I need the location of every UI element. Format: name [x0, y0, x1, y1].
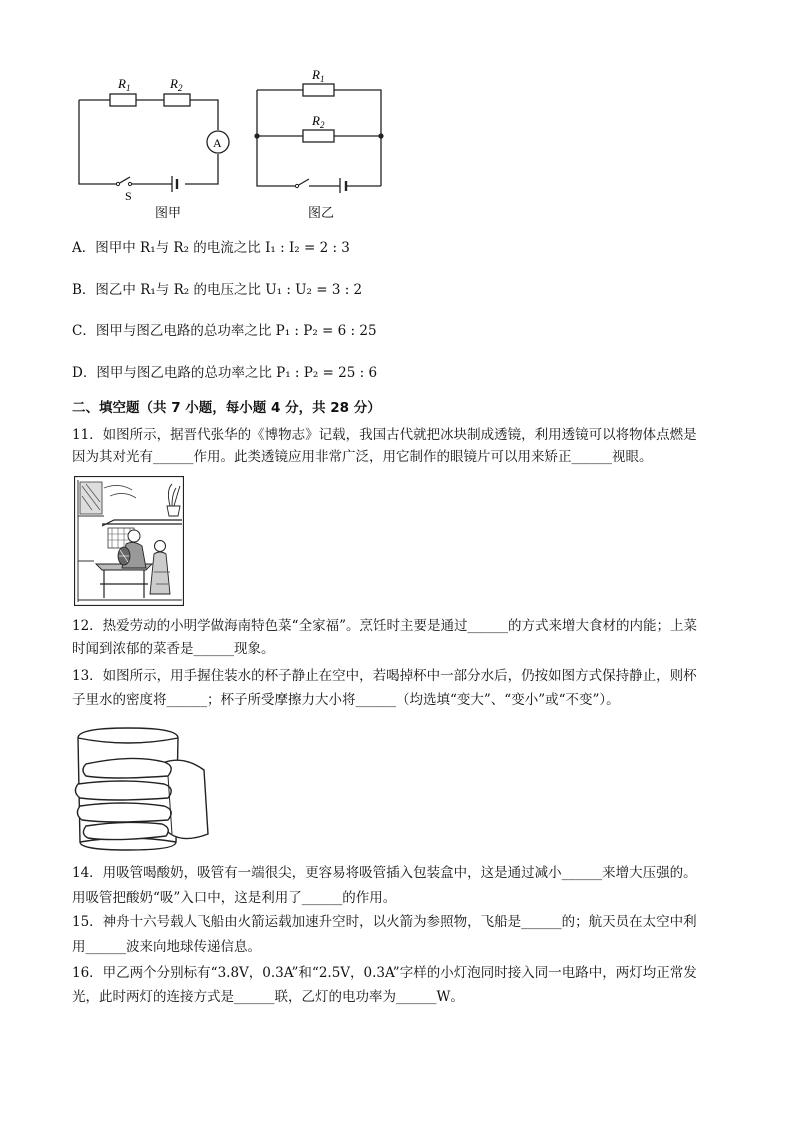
question-16-line-1: 16．甲乙两个分别标有“3.8V，0.3A”和“2.5V，0.3A”字样的小灯泡同时接入同一电路中，两灯均正常发	[72, 965, 697, 981]
circuit-diagram-yi	[250, 68, 390, 193]
option-c: C．图甲与图乙电路的总功率之比 P₁ : P₂ = 6 : 25	[72, 323, 377, 339]
option-a: A．图甲中 R₁与 R₂ 的电流之比 I₁ : I₂ = 2 : 3	[72, 240, 350, 256]
question-15-line-1: 15．神舟十六号载人飞船由火箭运载加速升空时，以火箭为参照物，飞船是______的；航天员在太空中利	[72, 914, 697, 930]
section-heading: 二、填空题（共 7 小题，每小题 4 分，共 28 分）	[72, 400, 381, 416]
question-16-line-2: 光，此时两灯的连接方式是______联，乙灯的电功率为______W。	[72, 989, 464, 1005]
ammeter-label: A	[213, 136, 222, 150]
question-11-line-2: 因为其对光有______作用。此类透镜应用非常广泛，用它制作的眼镜片可以用来矫正______视眼。	[72, 449, 653, 465]
circuit-diagram-jia	[70, 72, 240, 222]
question-11-line-1: 11．如图所示，据晋代张华的《博物志》记载，我国古代就把冰块制成透镜，利用透镜可以将物体点燃是	[72, 427, 697, 443]
question-13-line-2: 子里水的密度将______；杯子所受摩擦力大小将______（均选填“变大”、“变小”或“不变”）。	[72, 692, 620, 708]
question-12-line-2: 时闻到浓郁的菜香是______现象。	[72, 641, 275, 657]
figure-caption-jia: 图甲	[155, 206, 182, 221]
circuit-a-r2-label: $R_2$	[170, 76, 183, 93]
circuit-b-r1-label: $R_1$	[312, 68, 325, 84]
question-14-line-2: 用吸管把酸奶“吸”入口中，这是利用了______的作用。	[72, 890, 397, 906]
figure-caption-yi: 图乙	[308, 206, 335, 221]
question-15-line-2: 用______波来向地球传递信息。	[72, 939, 261, 955]
ice-lens-illustration	[74, 476, 184, 606]
question-12-line-1: 12．热爱劳动的小明学做海南特色菜“全家福”。烹饪时主要是通过______的方式来增大食材的内能；上菜	[72, 618, 697, 634]
option-b: B．图乙中 R₁与 R₂ 的电压之比 U₁ : U₂ = 3 : 2	[72, 282, 363, 298]
circuit-b-r2-label: $R_2$	[312, 113, 325, 130]
question-13-line-1: 13．如图所示，用手握住装水的杯子静止在空中，若喝掉杯中一部分水后，仍按如图方式保持静止，则杯	[72, 668, 697, 684]
hand-holding-cup-illustration	[72, 724, 212, 854]
question-14-line-1: 14．用吸管喝酸奶，吸管有一端很尖，更容易将吸管插入包装盒中，这是通过减小______来增大压强的。	[72, 865, 697, 881]
switch-label: S	[125, 189, 132, 203]
option-d: D．图甲与图乙电路的总功率之比 P₁ : P₂ = 25 : 6	[72, 365, 378, 381]
circuit-a-r1-label: $R_1$	[118, 76, 131, 93]
